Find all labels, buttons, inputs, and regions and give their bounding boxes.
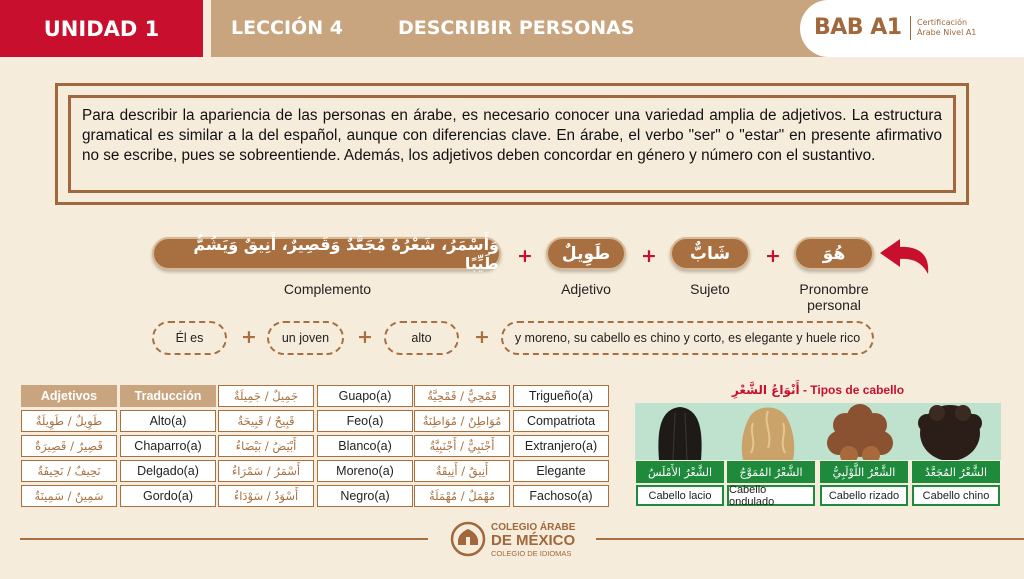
hair-type-es: Cabello rizado: [820, 485, 908, 506]
table-cell: Chaparro(a): [120, 435, 216, 457]
intro-text: Para describir la apariencia de las personas en árabe, es necesario conocer una variedad amplia de adjetivos. La estructura gramatical es similar a la del español, aunque con diferencias clave. En árabe, el verbo "ser" o "estar" en presente afirmativo no se escribe, pues se sobreentiende. Además, los adjetivos deben concordar en género y número con el sustantivo.: [68, 95, 956, 193]
footer-school-line1: COLEGIO ÁRABE: [491, 522, 576, 533]
table-cell: Trigueño(a): [513, 385, 609, 407]
table-cell: سَمِينٌ / سَمِينَةٌ: [21, 485, 117, 507]
table-header-adjectives: Adjetivos: [21, 385, 117, 407]
table-cell: أَسْمَرُ / سَمْرَاءُ: [218, 460, 314, 482]
translation-adjective: alto: [384, 321, 459, 355]
table-cell: قَصِيرٌ / قَصِيرَةٌ: [21, 435, 117, 457]
header: [0, 0, 1024, 57]
bab-logo: [800, 0, 1024, 57]
plus-sign: +: [241, 326, 257, 348]
adjective-pill: طَوِيلٌ: [546, 237, 626, 270]
table-cell: مُوَاطِنٌ / مُوَاطِنَةٌ: [414, 410, 510, 432]
table-cell: Negro(a): [317, 485, 413, 507]
logo-divider: [910, 16, 911, 40]
footer-school-line2: DE MÉXICO: [491, 532, 576, 549]
wavy-hair-image: [733, 403, 803, 460]
plus-sign: +: [517, 245, 533, 267]
hair-type-ar: الشَّعْرُ المُجَعَّدُ: [912, 461, 1000, 483]
table-cell: Alto(a): [120, 410, 216, 432]
translation-pronoun: Él es: [152, 321, 227, 355]
plus-sign: +: [474, 326, 490, 348]
hair-type-ar: الشَّعْرُ الأَمْلَسُ: [636, 461, 724, 483]
certification-text: Certificación Árabe Nivel A1: [917, 18, 977, 37]
direction-arrow-icon: [878, 236, 936, 278]
complement-label: Complemento: [283, 281, 372, 297]
table-cell: أَبْيَضُ / بَيْضَاءُ: [218, 435, 314, 457]
hair-type-es: Cabello lacio: [636, 485, 724, 506]
hair-type-es: Cabello chino: [912, 485, 1000, 506]
table-cell: نَحِيفٌ / نَحِيفَةٌ: [21, 460, 117, 482]
unit-label: UNIDAD 1: [0, 0, 203, 57]
subject-pill: شَابٌّ: [670, 237, 750, 270]
hair-type-ar: الشَّعْرُ اللَّوْلَبِيُّ: [820, 461, 908, 483]
hair-type-es: Cabello ondulado: [727, 485, 815, 506]
table-cell: Delgado(a): [120, 460, 216, 482]
adjective-label: Adjetivo: [561, 281, 611, 297]
topic-label: DESCRIBIR PERSONAS: [398, 17, 635, 39]
table-cell: Moreno(a): [317, 460, 413, 482]
plus-sign: +: [357, 326, 373, 348]
footer-line-left: [20, 538, 428, 540]
table-cell: أَجْنَبِيٌّ / أَجْنَبِيَّةٌ: [414, 435, 510, 457]
table-cell: طَوِيلٌ / طَوِيلَةٌ: [21, 410, 117, 432]
table-cell: Fachoso(a): [513, 485, 609, 507]
table-cell: Elegante: [513, 460, 609, 482]
table-cell: مُهْمَلٌ / مُهْمَلَةٌ: [414, 485, 510, 507]
complement-pill: وَأَسْمَرُ، شَعْرُهُ مُجَعَّدٌ وَقَصِيرٌ، أَنِيقٌ وَيَشُمُّ طَيِّبًا: [152, 237, 501, 270]
curly-hair-image: [825, 403, 895, 460]
intro-frame: [55, 83, 969, 205]
translation-complement: y moreno, su cabello es chino y corto, es elegante y huele rico: [501, 321, 874, 355]
table-cell: Compatriota: [513, 410, 609, 432]
lesson-bar: [211, 0, 861, 57]
school-emblem-icon: [450, 521, 486, 557]
footer-school-line3: COLEGIO DE IDIOMAS: [491, 549, 572, 558]
hair-type-ar: الشَّعْرُ المُمَوَّجُ: [727, 461, 815, 483]
table-cell: Blanco(a): [317, 435, 413, 457]
hair-types-title: أَنْوَاعُ الشَّعْرِ - Tipos de cabello: [731, 383, 905, 397]
table-header-translation: Traducción: [120, 385, 216, 407]
translation-subject: un joven: [267, 321, 344, 355]
footer-line-right: [596, 538, 1024, 540]
table-cell: Gordo(a): [120, 485, 216, 507]
table-cell: جَمِيلٌ / جَمِيلَةٌ: [218, 385, 314, 407]
table-cell: قَمْحِيٌّ / قَمْحِيَّةٌ: [414, 385, 510, 407]
table-cell: أَسْوَدُ / سَوْدَاءُ: [218, 485, 314, 507]
bab-logo-text: BAB A1: [814, 15, 902, 40]
table-cell: Extranjero(a): [513, 435, 609, 457]
subject-label: Sujeto: [690, 281, 730, 297]
plus-sign: +: [765, 245, 781, 267]
pronoun-pill: هُوَ: [794, 237, 874, 270]
straight-hair-image: [645, 403, 715, 460]
pronoun-label: Pronombre personal: [799, 281, 869, 313]
table-cell: Guapo(a): [317, 385, 413, 407]
table-cell: Feo(a): [317, 410, 413, 432]
lesson-label: LECCIÓN 4: [231, 17, 343, 39]
table-cell: أَنِيقٌ / أَنِيقَةٌ: [414, 460, 510, 482]
kinky-hair-image: [915, 403, 985, 460]
table-cell: قَبِيحٌ / قَبِيحَةٌ: [218, 410, 314, 432]
plus-sign: +: [641, 245, 657, 267]
footer-logo: [448, 519, 608, 557]
